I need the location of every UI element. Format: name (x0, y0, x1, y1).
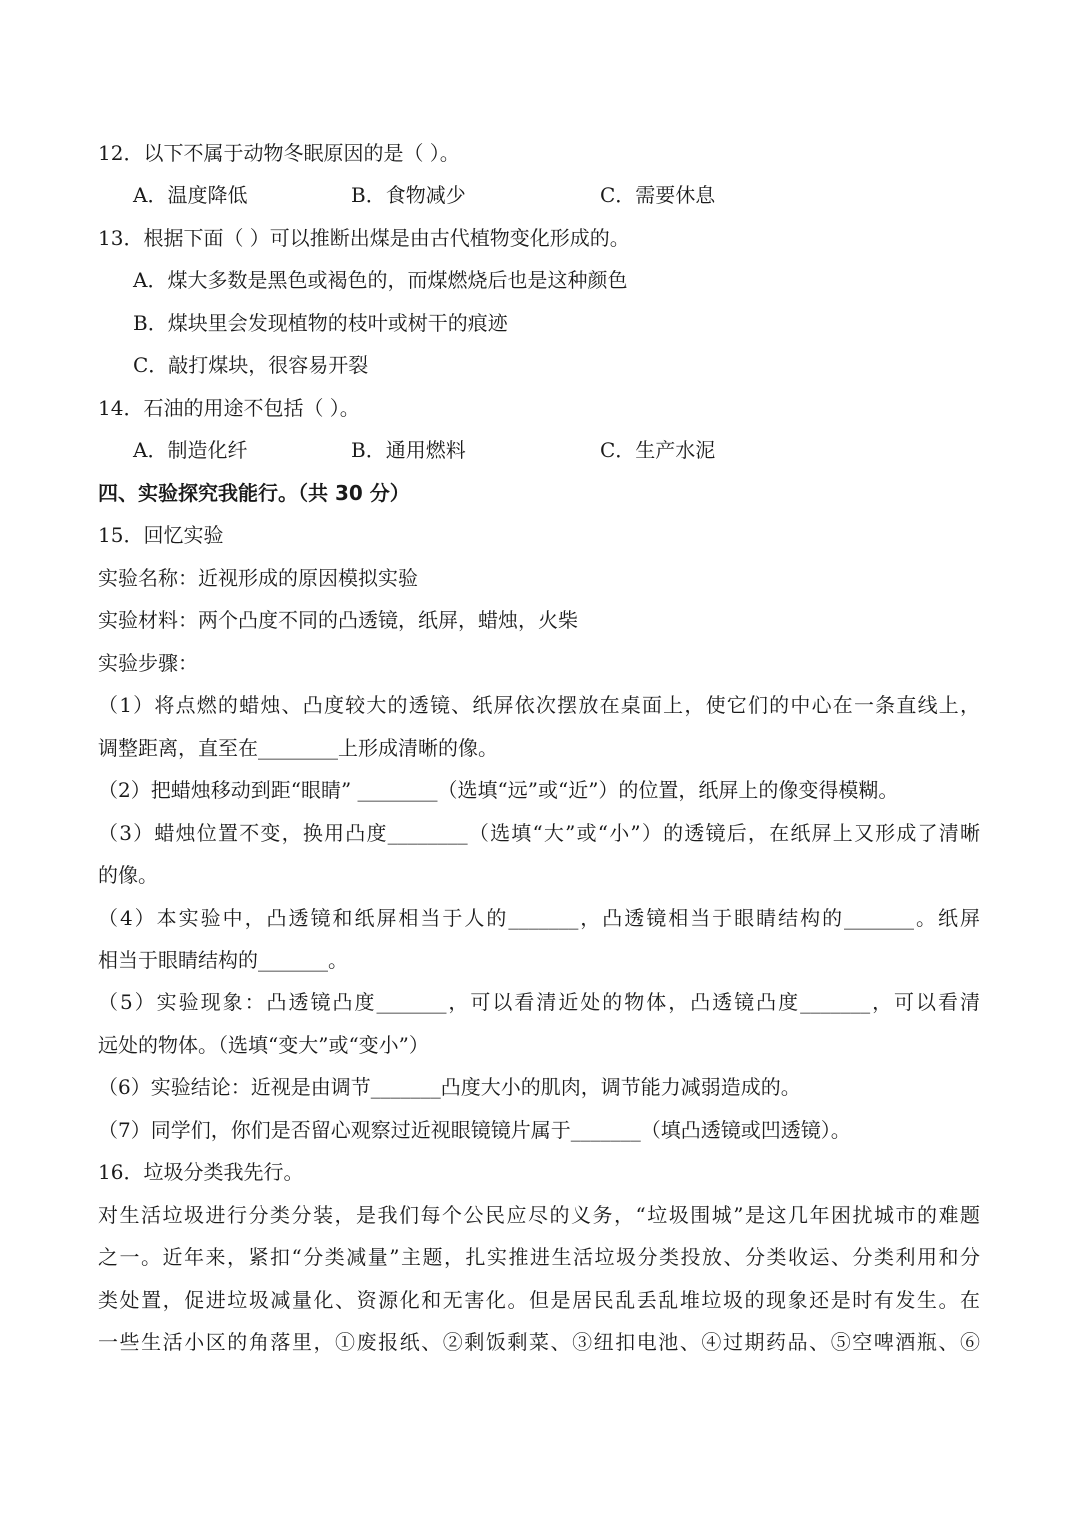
q15-step-3-line-2: 的像。 (98, 863, 158, 887)
q13-option-c: C．敲打煤块，很容易开裂 (133, 353, 369, 377)
q14-option-b: B．通用燃料 (351, 438, 466, 462)
q12-option-c: C．需要休息 (600, 183, 716, 207)
q16-passage-line-3: 类处置，促进垃圾减量化、资源化和无害化。但是居民乱丢乱堆垃圾的现象还是时有发生。在 (98, 1288, 980, 1312)
q14-option-c: C．生产水泥 (600, 438, 716, 462)
q13-option-b: B．煤块里会发现植物的枝叶或树干的痕迹 (133, 311, 508, 335)
section-heading: 四、实验探究我能行。（共 30 分） (98, 481, 410, 505)
q15-steps-label: 实验步骤： (98, 651, 198, 675)
q12-stem: 12．以下不属于动物冬眠原因的是（ ）。 (98, 141, 460, 165)
q14-option-a: A．制造化纤 (133, 438, 248, 462)
q15-step-4-line-1: （4）本实验中，凸透镜和纸屏相当于人的_______，凸透镜相当于眼睛结构的_______。纸屏 (98, 906, 980, 930)
q15-step-5-line-1: （5）实验现象：凸透镜凸度_______，可以看清近处的物体，凸透镜凸度_______，可以看清 (98, 990, 980, 1014)
q12-option-a: A．温度降低 (133, 183, 248, 207)
q15-step-7: （7）同学们，你们是否留心观察过近视眼镜镜片属于_______（填凸透镜或凹透镜）。 (98, 1118, 851, 1142)
q15-step-2: （2）把蜡烛移动到距“眼睛” ________（选填“远”或“近”）的位置，纸屏上的像变得模糊。 (98, 778, 899, 802)
q15-step-1-line-2: 调整距离，直至在________上形成清晰的像。 (98, 736, 498, 760)
q15-step-1-line-1: （1）将点燃的蜡烛、凸度较大的透镜、纸屏依次摆放在桌面上，使它们的中心在一条直线上， (98, 693, 980, 717)
q15-step-3-line-1: （3）蜡烛位置不变，换用凸度________（选填“大”或“小”）的透镜后，在纸屏上又形成了清晰 (98, 821, 980, 845)
q15-materials: 实验材料：两个凸度不同的凸透镜，纸屏，蜡烛，火柴 (98, 608, 578, 632)
q15-step-4-line-2: 相当于眼睛结构的_______。 (98, 948, 348, 972)
q12-option-b: B．食物减少 (351, 183, 466, 207)
q16-passage-line-1: 对生活垃圾进行分类分装，是我们每个公民应尽的义务，“垃圾围城”是这几年困扰城市的难题 (98, 1203, 980, 1227)
q16-stem: 16．垃圾分类我先行。 (98, 1160, 304, 1184)
q16-passage-line-4: 一些生活小区的角落里，①废报纸、②剩饭剩菜、③纽扣电池、④过期药品、⑤空啤酒瓶、⑥ (98, 1330, 980, 1354)
q15-step-6: （6）实验结论：近视是由调节_______凸度大小的肌肉，调节能力减弱造成的。 (98, 1075, 801, 1099)
q15-stem: 15．回忆实验 (98, 523, 224, 547)
q16-passage-line-2: 之一。近年来，紧扣“分类减量”主题，扎实推进生活垃圾分类投放、分类收运、分类利用和分 (98, 1245, 980, 1269)
q15-step-5-line-2: 远处的物体。（选填“变大”或“变小”） (98, 1033, 429, 1057)
q13-option-a: A．煤大多数是黑色或褐色的，而煤燃烧后也是这种颜色 (133, 268, 628, 292)
q15-experiment-name: 实验名称：近视形成的原因模拟实验 (98, 566, 418, 590)
q13-stem: 13．根据下面（ ）可以推断出煤是由古代植物变化形成的。 (98, 226, 630, 250)
q14-stem: 14．石油的用途不包括（ ）。 (98, 396, 360, 420)
